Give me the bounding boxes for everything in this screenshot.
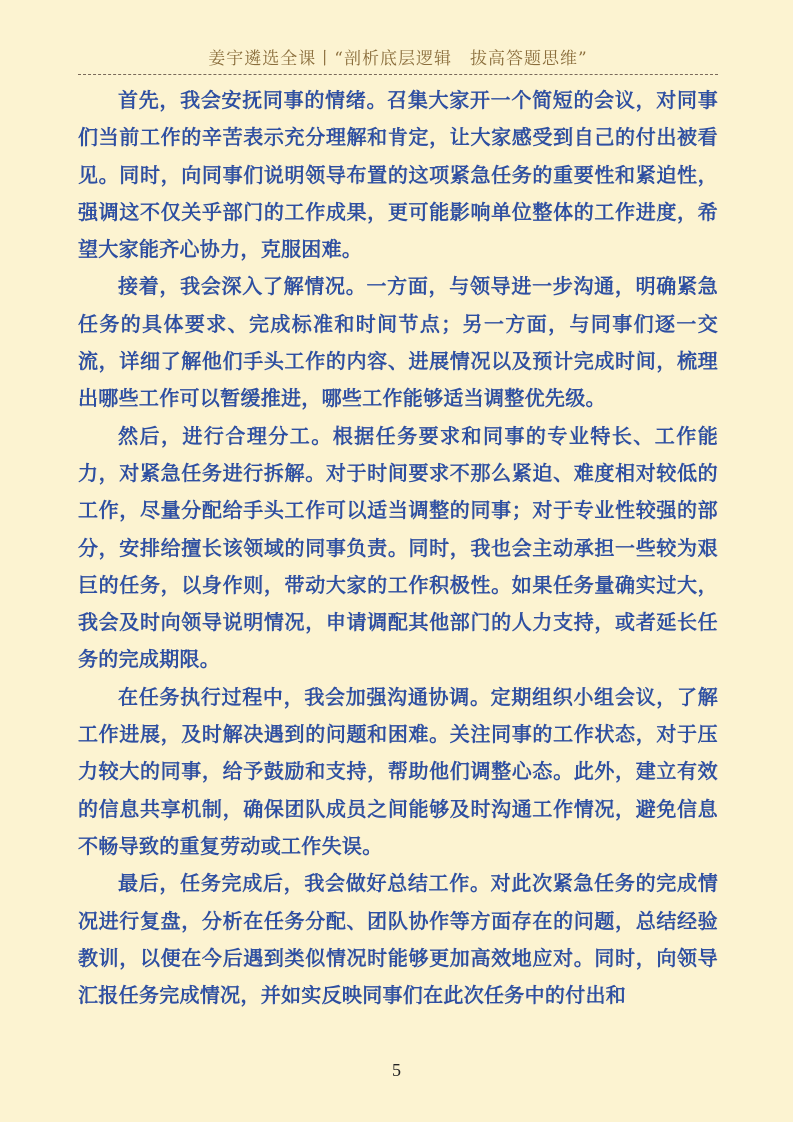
paragraph-3: 然后，进行合理分工。根据任务要求和同事的专业特长、工作能力，对紧急任务进行拆解。对于时间要求不那么紧迫、难度相对较低的工作，尽量分配给手头工作可以适当调整的同事；对于专业性较强的部分，安排给擅长该领域的同事负责。同时，我也会主动承担一些较为艰巨的任务，以身作则，带动大家的工作积极性。如果任务量确实过大，我会及时向领导说明情况，申请调配其他部门的人力支持，或者延长任务的完成期限。 bbox=[78, 423, 718, 672]
paragraph-2: 接着，我会深入了解情况。一方面，与领导进一步沟通，明确紧急任务的具体要求、完成标准和时间节点；另一方面，与同事们逐一交流，详细了解他们手头工作的内容、进展情况以及预计完成时间，梳理出哪些工作可以暂缓推进，哪些工作能够适当调整优先级。 bbox=[78, 274, 718, 411]
page-number: 5 bbox=[392, 1060, 401, 1080]
header-divider bbox=[78, 74, 718, 75]
paragraph-1: 首先，我会安抚同事的情绪。召集大家开一个简短的会议，对同事们当前工作的辛苦表示充分理解和肯定，让大家感受到自己的付出被看见。同时，向同事们说明领导布置的这项紧急任务的重要性和紧迫性，强调这不仅关乎部门的工作成果，更可能影响单位整体的工作进度，希望大家能齐心协力，克服困难。 bbox=[78, 88, 718, 262]
running-header: 姜宇遴选全课丨“剖析底层逻辑 拔高答题思维” bbox=[208, 49, 588, 69]
paragraph-4: 在任务执行过程中，我会加强沟通协调。定期组织小组会议，了解工作进展，及时解决遇到的问题和困难。关注同事的工作状态，对于压力较大的同事，给予鼓励和支持，帮助他们调整心态。此外，建立有效的信息共享机制，确保团队成员之间能够及时沟通工作情况，避免信息不畅导致的重复劳动或工作失误。 bbox=[78, 684, 718, 858]
body-text bbox=[78, 82, 718, 1014]
paragraph-5: 最后，任务完成后，我会做好总结工作。对此次紧急任务的完成情况进行复盘，分析在任务分配、团队协作等方面存在的问题，总结经验教训，以便在今后遇到类似情况时能够更加高效地应对。同时，向领导汇报任务完成情况，并如实反映同事们在此次任务中的付出和 bbox=[78, 871, 718, 1008]
